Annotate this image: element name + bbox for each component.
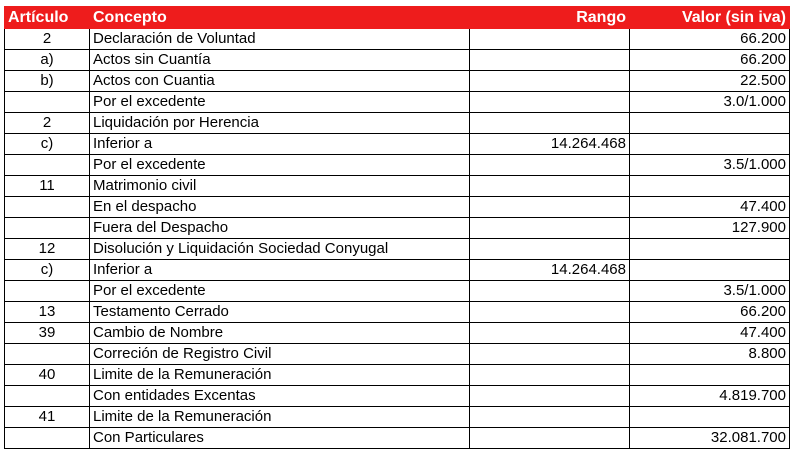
cell-rango	[470, 197, 630, 218]
cell-rango	[470, 386, 630, 407]
cell-rango	[470, 218, 630, 239]
cell-valor: 66.200	[630, 302, 790, 323]
cell-articulo: 2	[5, 113, 90, 134]
cell-concepto: Declaración de Voluntad	[90, 29, 470, 50]
cell-concepto: En el despacho	[90, 197, 470, 218]
table-row	[5, 92, 790, 113]
table-row	[5, 29, 790, 50]
cell-rango	[470, 71, 630, 92]
cell-valor	[630, 113, 790, 134]
header-articulo: Artículo	[5, 7, 90, 29]
cell-rango	[470, 176, 630, 197]
cell-articulo: c)	[5, 260, 90, 281]
cell-rango	[470, 344, 630, 365]
cell-articulo	[5, 344, 90, 365]
table-row	[5, 344, 790, 365]
header-valor: Valor (sin iva)	[630, 7, 790, 29]
cell-rango	[470, 113, 630, 134]
cell-concepto: Por el excedente	[90, 281, 470, 302]
cell-rango	[470, 323, 630, 344]
cell-articulo: 13	[5, 302, 90, 323]
cell-concepto: Inferior a	[90, 134, 470, 155]
cell-valor: 4.819.700	[630, 386, 790, 407]
cell-concepto: Disolución y Liquidación Sociedad Conyugal	[90, 239, 470, 260]
cell-rango	[470, 50, 630, 71]
cell-articulo	[5, 218, 90, 239]
cell-valor: 3.0/1.000	[630, 92, 790, 113]
cell-concepto: Limite de la Remuneración	[90, 365, 470, 386]
table-row	[5, 239, 790, 260]
cell-valor: 8.800	[630, 344, 790, 365]
cell-articulo	[5, 92, 90, 113]
cell-articulo: 40	[5, 365, 90, 386]
cell-articulo: a)	[5, 50, 90, 71]
table-row	[5, 407, 790, 428]
cell-concepto: Con Particulares	[90, 428, 470, 449]
cell-articulo	[5, 281, 90, 302]
cell-articulo	[5, 197, 90, 218]
cell-rango	[470, 428, 630, 449]
cell-concepto: Por el excedente	[90, 92, 470, 113]
table-row	[5, 113, 790, 134]
cell-articulo: 12	[5, 239, 90, 260]
cell-concepto: Liquidación por Herencia	[90, 113, 470, 134]
table-row	[5, 428, 790, 449]
cell-valor: 47.400	[630, 323, 790, 344]
cell-articulo	[5, 386, 90, 407]
cell-rango	[470, 407, 630, 428]
cell-rango	[470, 302, 630, 323]
table-body	[5, 29, 790, 449]
header-row	[5, 7, 790, 29]
header-rango: Rango	[470, 7, 630, 29]
cell-rango: 14.264.468	[470, 260, 630, 281]
cell-articulo: b)	[5, 71, 90, 92]
cell-concepto: Por el excedente	[90, 155, 470, 176]
table-row	[5, 134, 790, 155]
table-row	[5, 155, 790, 176]
cell-rango	[470, 29, 630, 50]
cell-rango: 14.264.468	[470, 134, 630, 155]
cell-rango	[470, 281, 630, 302]
cell-valor: 22.500	[630, 71, 790, 92]
table-row	[5, 302, 790, 323]
cell-articulo: c)	[5, 134, 90, 155]
header-concepto: Concepto	[90, 7, 470, 29]
table-header	[5, 7, 790, 29]
cell-rango	[470, 239, 630, 260]
cell-rango	[470, 365, 630, 386]
cell-articulo: 39	[5, 323, 90, 344]
cell-concepto: Actos sin Cuantía	[90, 50, 470, 71]
table-row	[5, 260, 790, 281]
table-row	[5, 323, 790, 344]
table-row	[5, 176, 790, 197]
cell-valor	[630, 176, 790, 197]
cell-concepto: Limite de la Remuneración	[90, 407, 470, 428]
cell-valor: 3.5/1.000	[630, 281, 790, 302]
cell-articulo	[5, 428, 90, 449]
cell-concepto: Testamento Cerrado	[90, 302, 470, 323]
cell-concepto: Inferior a	[90, 260, 470, 281]
cell-valor: 32.081.700	[630, 428, 790, 449]
cell-concepto: Con entidades Excentas	[90, 386, 470, 407]
cell-concepto: Cambio de Nombre	[90, 323, 470, 344]
cell-articulo	[5, 155, 90, 176]
cell-articulo: 11	[5, 176, 90, 197]
tariff-table	[4, 6, 790, 449]
table-row	[5, 281, 790, 302]
cell-rango	[470, 155, 630, 176]
table-row	[5, 197, 790, 218]
table-row	[5, 386, 790, 407]
cell-concepto: Correción de Registro Civil	[90, 344, 470, 365]
cell-valor: 127.900	[630, 218, 790, 239]
cell-valor	[630, 365, 790, 386]
cell-rango	[470, 92, 630, 113]
table-row	[5, 365, 790, 386]
cell-concepto: Matrimonio civil	[90, 176, 470, 197]
table-row	[5, 71, 790, 92]
cell-articulo: 2	[5, 29, 90, 50]
cell-valor	[630, 407, 790, 428]
cell-concepto: Actos con Cuantia	[90, 71, 470, 92]
cell-articulo: 41	[5, 407, 90, 428]
cell-concepto: Fuera del Despacho	[90, 218, 470, 239]
table-row	[5, 218, 790, 239]
table-row	[5, 50, 790, 71]
cell-valor: 3.5/1.000	[630, 155, 790, 176]
cell-valor	[630, 260, 790, 281]
cell-valor: 66.200	[630, 29, 790, 50]
cell-valor	[630, 239, 790, 260]
cell-valor: 66.200	[630, 50, 790, 71]
cell-valor: 47.400	[630, 197, 790, 218]
cell-valor	[630, 134, 790, 155]
